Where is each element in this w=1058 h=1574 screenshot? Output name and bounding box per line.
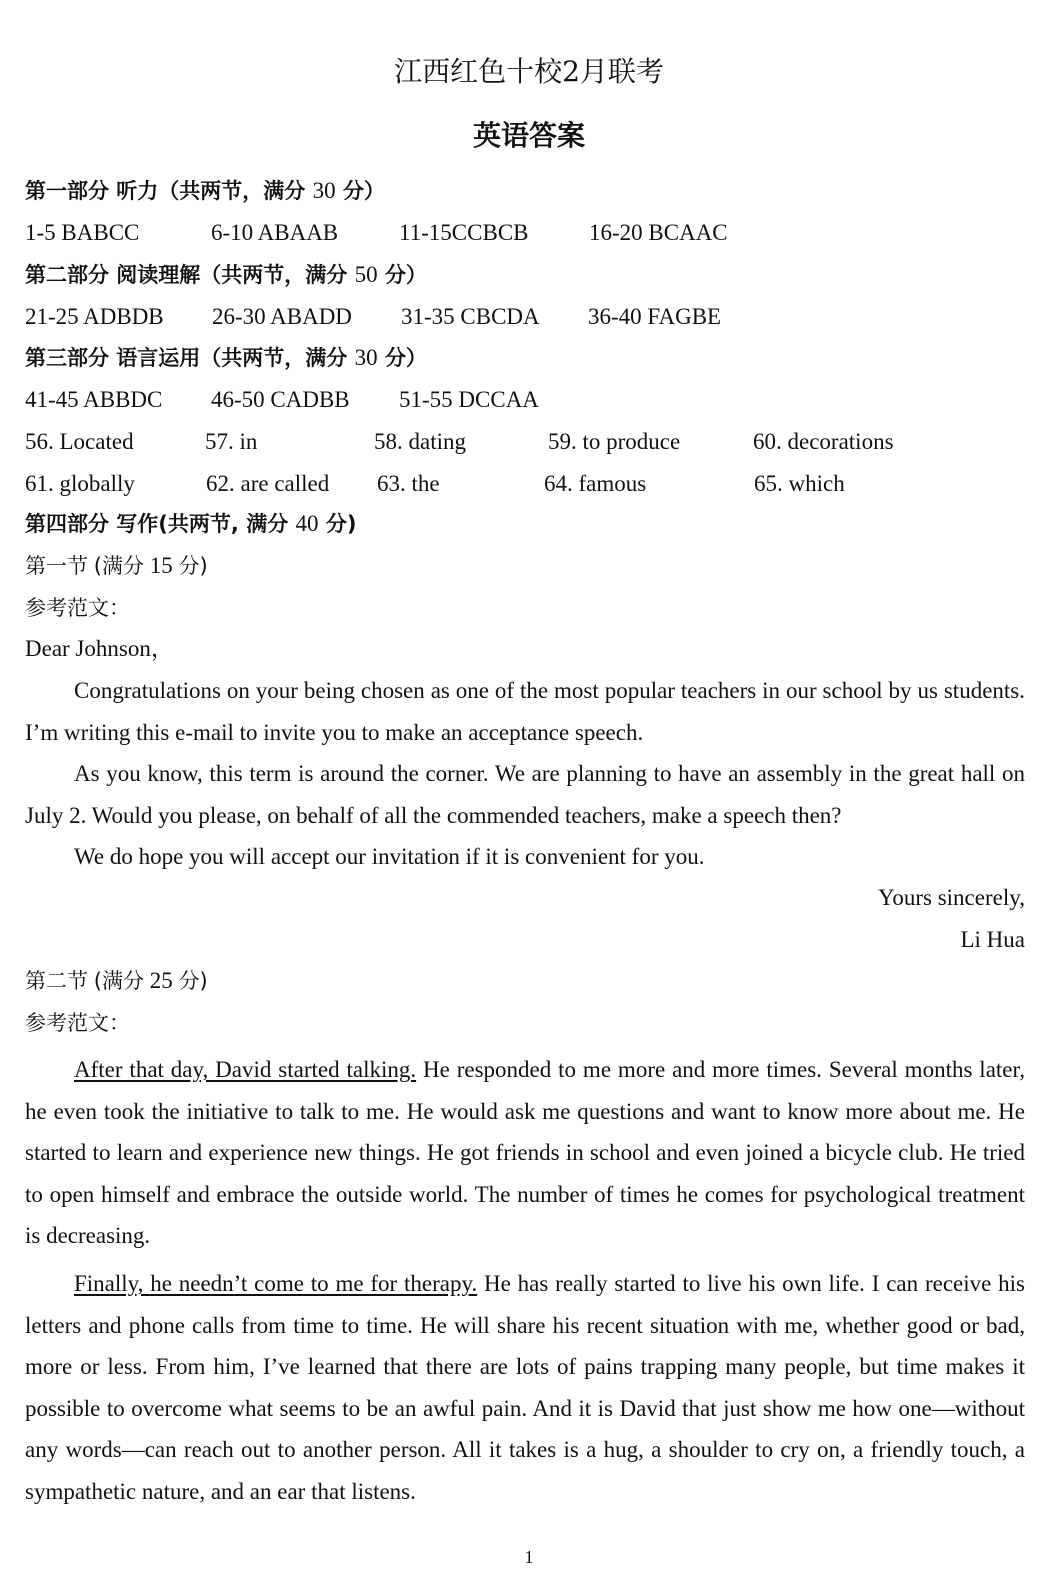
letter-salutation: Dear Johnson， [25,636,174,661]
essay-paragraph-1-lead: After that day, David started talking. [74,1057,417,1082]
part1-answer-2: 6-10 ABAAB [211,220,339,245]
section2-reference-label: 参考范文： [25,1011,130,1035]
part3-answer-2: 46-50 CADBB [211,387,350,412]
part3-answer-3: 51-55 DCCAA [399,387,539,412]
fill-answer-58: 58. dating [374,429,466,454]
part1-answer-4: 16-20 BCAAC [589,220,728,245]
part1-answer-1: 1-5 BABCC [25,220,140,245]
part2-answer-4: 36-40 FAGBE [588,304,722,329]
document-subtitle: 英语答案 [472,119,585,152]
essay-paragraph-2-lead: Finally, he needn’t come to me for therapy. [74,1271,478,1296]
section1-heading: 第一节 (满分 15 分) [25,553,208,578]
part3-answer-1: 41-45 ABBDC [25,387,163,412]
part2-answer-1: 21-25 ADBDB [25,304,164,329]
part2-answer-2: 26-30 ABADD [212,304,352,329]
essay-paragraph-2: Finally, he needn’t come to me for therapy. He has really started to live his own life. I can receive his letters and phone calls from time to time. He will share his recent situation with me, whether good or bad, more or less. From him, I’ve learned that there are lots of pains trapping many people, but time makes it possible to overcome what seems to be an awful pain. And it is David that just show me how one—without any words—can reach out to another person. All it takes is a hug, a shoulder to cry on, a friendly touch, a sympathetic nature, and an ear that listens. [25,1271,1025,1504]
fill-answer-63: 63. the [377,471,440,496]
part2-answer-3: 31-35 CBCDA [401,304,540,329]
section1-reference-label: 参考范文： [25,596,130,620]
fill-answer-59: 59. to produce [548,429,681,454]
essay-paragraph-1: After that day, David started talking. He responded to me more and more times. Several months later, he even took the initiative to talk to me. He would ask me questions and want to know more about me. He started to learn and experience new things. He got friends in school and even joined a bicycle club. He tried to open himself and embrace the outside world. The number of times he comes for psychological treatment is decreasing. [25,1057,1025,1248]
part4-heading: 第四部分 写作(共两节, 满分 40 分) [25,511,357,536]
fill-answer-60: 60. decorations [753,429,894,454]
fill-answer-57: 57. in [205,429,258,454]
part1-answer-3: 11-15CCBCB [399,220,529,245]
fill-answer-64: 64. famous [544,471,647,496]
letter-paragraph-2: As you know, this term is around the corner. We are planning to have an assembly in the great hall on July 2. Would you please, on behalf of all the commended teachers, make a speech then? [25,761,1025,828]
fill-answer-65: 65. which [754,471,845,496]
part3-heading: 第三部分 语言运用（共两节，满分 30 分） [25,345,427,370]
fill-answer-56: 56. Located [25,429,134,454]
letter-closing: Yours sincerely, [878,885,1025,910]
section2-heading: 第二节 (满分 25 分) [25,968,208,993]
letter-paragraph-1: Congratulations on your being chosen as one of the most popular teachers in our school by us students. I’m writing this e-mail to invite you to make an acceptance speech. [25,678,1025,745]
letter-paragraph-3: We do hope you will accept our invitation if it is convenient for you. [74,844,705,869]
part1-heading: 第一部分 听力（共两节，满分 30 分） [25,178,385,203]
letter-signature: Li Hua [960,927,1025,952]
part2-heading: 第二部分 阅读理解（共两节，满分 50 分） [25,262,427,287]
document-title: 江西红色十校2月联考 [394,55,664,88]
page-number: 1 [524,1547,534,1567]
fill-answer-61: 61. globally [25,471,135,496]
fill-answer-62: 62. are called [206,471,330,496]
